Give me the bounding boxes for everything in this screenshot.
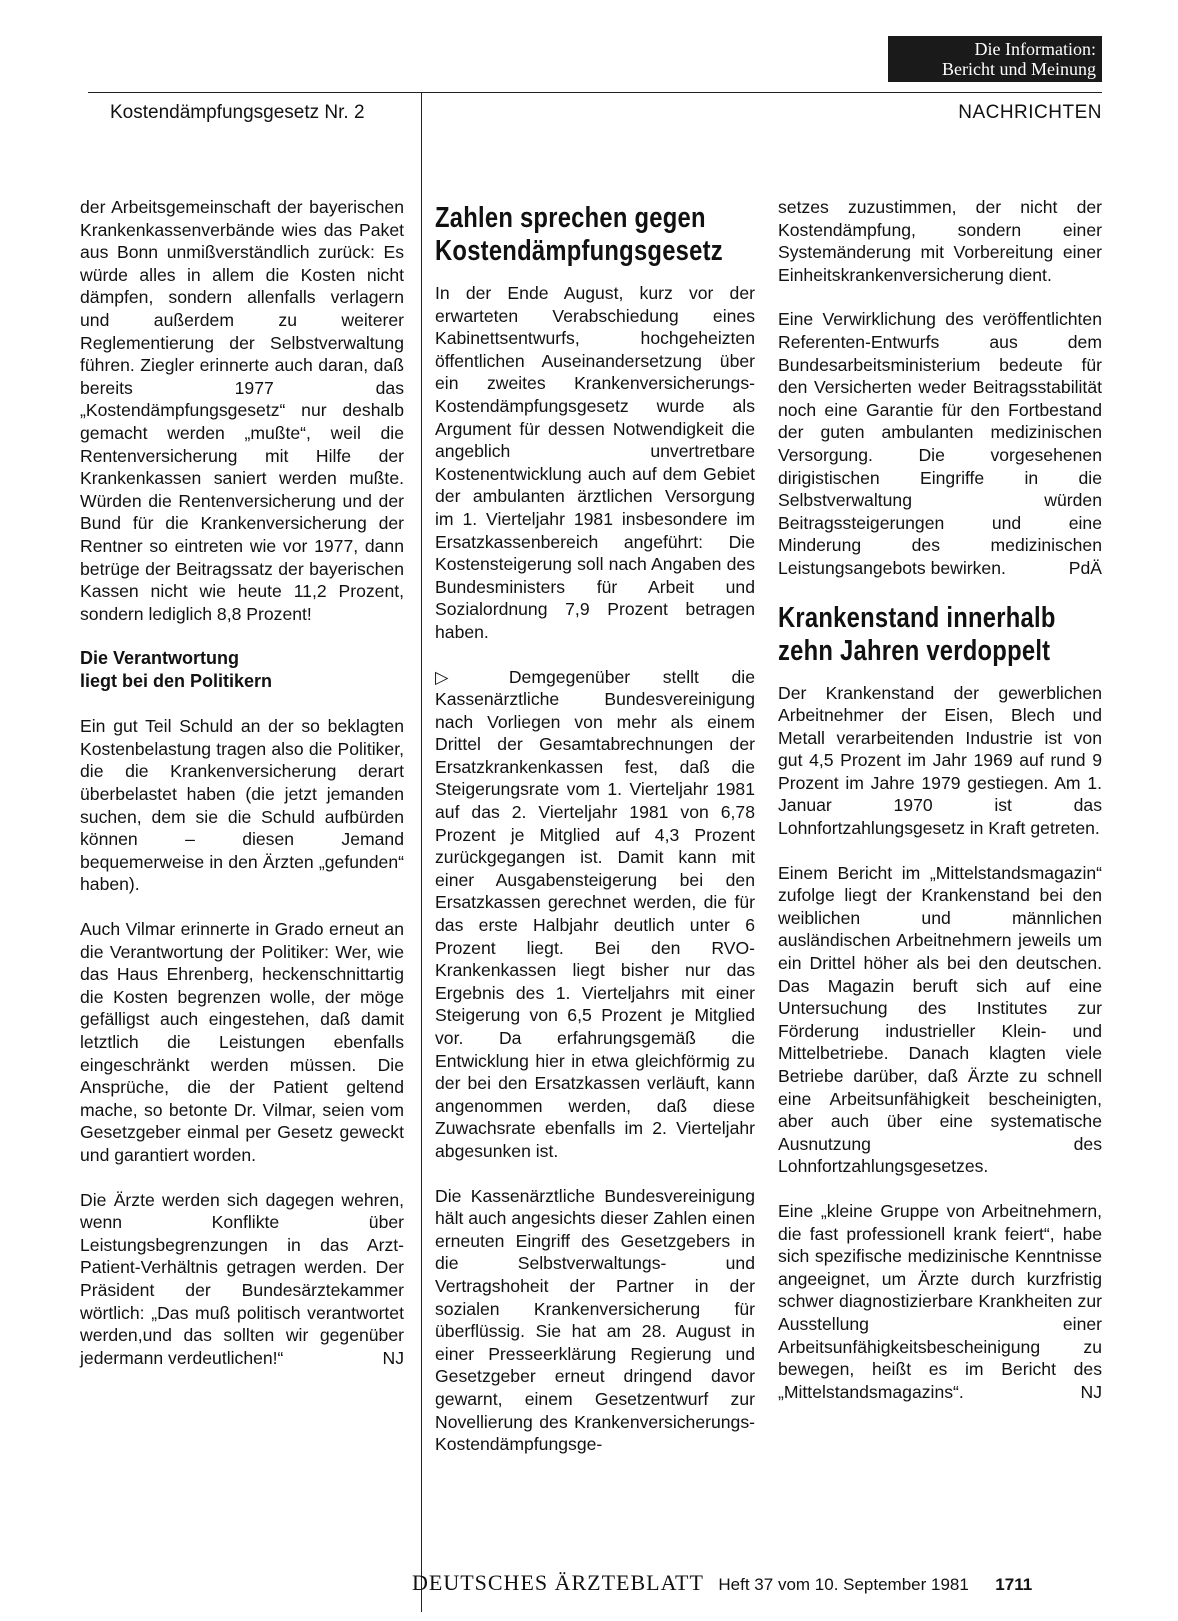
col3-paragraph-4: Einem Bericht im „Mittelstandsmagazin“ zufolge liegt der Krankenstand bei den weiblichen und männlichen ausländischen Arbeitnehmern jeweils um ein Drittel höher als bei den deutschen. Das Magazin beruft sich auf eine Untersuchung des Institutes zur Förderung industrieller Klein- und Mittelbetriebe. Danach klagten viele Betriebe darüber, daß Ärzte zu schnell eine Arbeitsunfähigkeit bescheinigten, aber auch über eine systematische Ausnutzung des Lohnfortzahlungsgesetzes. xyxy=(778,862,1102,1177)
col3-paragraph-2-text: Eine Verwirklichung des veröffentlichten Referenten-Entwurfs aus dem Bundesarbeitsministerium bedeute für den Versicherten weder Beitragsstabilität noch eine Garantie für den Fortbestand der guten ambulanten medizinischen Versorgung. Die vorgesehenen dirigistischen Eingriffe in die Selbstverwaltung würden Beitragssteigerungen und eine Minderung des medizinischen Leistungsangebots bewirken. xyxy=(778,309,1102,578)
headline-1-line1: Zahlen sprechen gegen xyxy=(435,202,706,234)
column-1 xyxy=(80,196,404,1391)
column-3 xyxy=(778,196,1102,1425)
page-number: 1711 xyxy=(995,1575,1033,1594)
column-divider xyxy=(421,92,422,1612)
col1-paragraph-3: Auch Vilmar erinnerte in Grado erneut an die Verantwortung der Politiker: Wer, wie das Haus Ehrenberg, heckenschnittartig die Kosten begrenzen wolle, der möge gefälligst auch eingestehen, daß damit letztlich die Leistungen ebenfalls eingeschränkt werden müssen. Die Ansprüche, die der Patient geltend mache, so betonte Dr. Vilmar, seien vom Gesetzgeber einmal per Gesetz geweckt und garantiert worden. xyxy=(80,919,404,1165)
col3-paragraph-2 xyxy=(778,308,1102,579)
journal-name: DEUTSCHES ÄRZTEBLATT xyxy=(412,1570,704,1595)
col3-paragraph-5-text: Eine „kleine Gruppe von Arbeitnehmern, die fast professionell krank feiert“, habe sich spezifische medizinische Kenntnisse angeeignet, um Ärzte durch kurzfristig schwer diagnostizierbare Krankheiten zur Ausstellung einer Arbeitsunfähigkeitsbescheinigung zu bewegen, heißt es im Bericht des „Mittelstandsmagazins“. xyxy=(778,1200,1102,1402)
col2-paragraph-2: ▷ Demgegenüber stellt die Kassenärztliche Bundesvereinigung nach Vorliegen von mehr als einem Drittel der Gesamtabrechnungen der Ersatzkrankenkassen fest, daß die Steigerungsrate vom 1. Vierteljahr 1981 auf das 2. Vierteljahr 1981 von 6,78 Prozent je Mitglied auf 4,3 Prozent zurückgegangen ist. Damit kann mit einer Ausgabensteigerung bei den Ersatzkassen gerechnet werden, die für das erste Halbjahr deutlich unter 6 Prozent liegt. Bei den RVO-Krankenkassen liegt bisher nur das Ergebnis des 1. Vierteljahrs mit einer Steigerung von 6,5 Prozent je Mitglied vor. Da erfahrungsgemäß die Entwicklung hier in etwa gleichförmig zu der bei den Ersatzkassen verläuft, kann angenommen werden, daß diese Zuwachsrate ebenfalls im 2. Vierteljahr abgesunken ist. xyxy=(435,666,755,1161)
col3-signature-1: PdÄ xyxy=(1068,557,1102,578)
col1-paragraph-4-text: Die Ärzte werden sich dagegen wehren, wenn Konflikte über Leistungsbegrenzungen in das Arzt-Patient-Verhältnis getragen werden. Der Präsident der Bundesärztekammer wörtlich: „Das muß politisch verantwortet werden,und das sollten wir gegenüber jedermann verdeutlichen!“ xyxy=(80,1189,404,1368)
col1-signature: NJ xyxy=(382,1347,404,1368)
section-badge-line2: Bericht und Meinung xyxy=(942,59,1096,79)
headline-2-line1: Krankenstand innerhalb xyxy=(778,601,1056,634)
page-footer xyxy=(412,1570,1032,1596)
running-head-right: NACHRICHTEN xyxy=(958,102,1102,123)
section-badge-line1: Die Information: xyxy=(974,39,1096,59)
section-badge xyxy=(888,36,1102,82)
col2-paragraph-3: Die Kassenärztliche Bundesvereinigung hält auch angesichts dieser Zahlen einen erneuten Eingriff des Gesetzgebers in die Selbstverwaltungs- und Vertragshoheit der Partner in der sozialen Krankenversicherung für überflüssig. Sie hat am 28. August in einer Presseerklärung Regierung und Gesetzgeber erneut dringend davor gewarnt, einem Gesetzentwurf zur Novellierung des Krankenversicherungs-Kostendämpfungsge- xyxy=(435,1185,755,1455)
col3-paragraph-1: setzes zuzustimmen, der nicht der Kostendämpfung, sondern einer Systemänderung mit Vorbereitung einer Einheitskrankenversicherung dient. xyxy=(778,197,1102,285)
col3-paragraph-5 xyxy=(778,1200,1102,1403)
col2-paragraph-1: In der Ende August, kurz vor der erwarteten Verabschiedung eines Kabinettsentwurfs, hochgeheizten öffentlichen Auseinandersetzung über ein zweites Krankenversicherungs-Kostendämpfungsgesetz wurde als Argument für dessen Notwendigkeit die angeblich unvertretbare Kostenentwicklung auch auf dem Gebiet der ambulanten ärztlichen Versorgung im 1. Vierteljahr 1981 insbesondere im Ersatzkassenbereich angeführt: Die Kostensteigerung soll nach Angaben des Bundesministers für Arbeit und Sozialordnung 7,9 Prozent betragen haben. xyxy=(435,283,755,642)
article-headline-2 xyxy=(778,602,1102,668)
running-head-left: Kostendämpfungsgesetz Nr. 2 xyxy=(110,102,365,123)
col1-paragraph-4 xyxy=(80,1189,404,1370)
col1-subheading-line1: Die Verantwortung xyxy=(80,648,240,669)
column-2 xyxy=(435,196,755,1478)
header-rule xyxy=(88,92,1102,93)
article-headline-1 xyxy=(435,202,755,268)
col1-subheading xyxy=(80,647,404,693)
headline-2-line2: zehn Jahren verdoppelt xyxy=(778,634,1051,667)
issue-info: Heft 37 vom 10. September 1981 xyxy=(718,1575,969,1594)
col1-paragraph-1: der Arbeitsgemeinschaft der bayerischen Krankenkassenverbände wies das Paket aus Bonn unmißverständlich zurück: Es würde alles in allem die Kosten nicht dämpfen, sondern allenfalls verlagern und außerdem zu weiterer Reglementierung der Selbstverwaltung führen. Ziegler erinnerte auch daran, daß bereits 1977 das „Kostendämpfungsgesetz“ nur deshalb gemacht werden „mußte“, weil die Rentenversicherung mit Hilfe der Krankenkassen saniert werden mußte. Würden die Rentenversicherung und der Bund für die Krankenversicherung der Rentner so eintreten wie vor 1977, dann betrüge der Beitragssatz der bayerischen Kassen nicht wie heute 11,2 Prozent, sondern lediglich 8,8 Prozent! xyxy=(80,197,404,624)
headline-1-line2: Kostendämpfungsgesetz xyxy=(435,235,723,267)
col3-signature-2: NJ xyxy=(1080,1381,1102,1402)
col1-subheading-line2: liegt bei den Politikern xyxy=(80,671,273,692)
col1-paragraph-2: Ein gut Teil Schuld an der so beklagten Kostenbelastung tragen also die Politiker, die die Krankenversicherung derart überbelastet haben (die jetzt jemanden suchen, dem sie die Schuld aufbürden können – diesen Jemand bequemerweise in den Ärzten „gefunden“ haben). xyxy=(80,716,404,895)
col3-paragraph-3: Der Krankenstand der gewerblichen Arbeitnehmer der Eisen, Blech und Metall verarbeitenden Industrie ist von gut 4,5 Prozent im Jahr 1969 auf rund 9 Prozent im Jahre 1979 gestiegen. Am 1. Januar 1970 ist das Lohnfortzahlungsgesetz in Kraft getreten. xyxy=(778,682,1102,839)
